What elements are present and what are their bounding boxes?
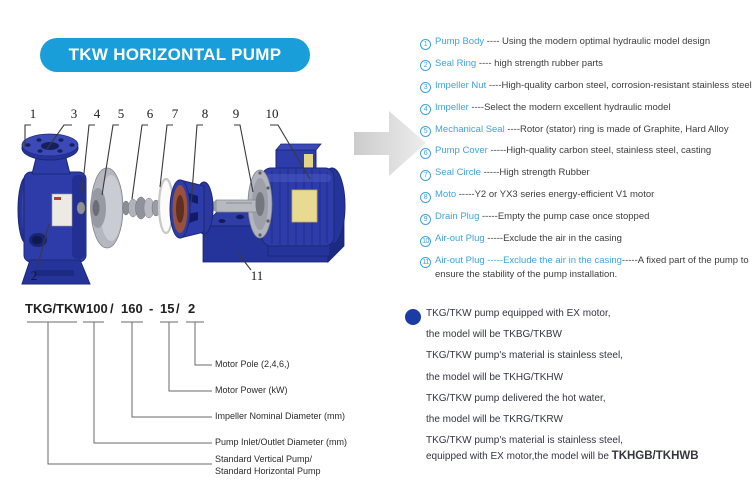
model-code-slash2: /: [176, 301, 180, 316]
part-number-5: 5: [117, 106, 125, 121]
note-line: TKG/TKW pump delivered the hot water,: [426, 392, 606, 404]
part-description: ---- Using the modern optimal hydraulic model design: [484, 36, 711, 47]
list-item: [420, 35, 754, 50]
label-motor-pole: Motor Pole (2,4,6,): [215, 359, 290, 369]
part-name: Drain Plug: [435, 211, 480, 223]
list-item: [420, 123, 754, 138]
part-description: -----High strength Rubber: [480, 167, 590, 179]
part-number-7: 7: [171, 106, 179, 121]
model-code-dash: -: [149, 301, 154, 316]
model-code-brand: TKG/TKW: [25, 301, 86, 316]
note-line: the model will be TKBG/TKBW: [426, 329, 562, 341]
part-name: Pump Body: [435, 36, 485, 47]
label-pump-type-line2: Standard Horizontal Pump: [215, 466, 321, 476]
title-banner: [40, 38, 310, 72]
part-number-badge: 9: [420, 214, 431, 225]
label-pump-type: [215, 453, 321, 477]
model-variant-notes: [426, 307, 750, 471]
part-number-badge: 3: [420, 82, 431, 93]
part-name: Impeller: [435, 101, 469, 113]
list-item: [420, 254, 754, 282]
part-name: Impeller Nut: [435, 79, 487, 91]
note-line: TKG/TKW pump equipped with EX motor,: [426, 308, 611, 319]
parts-list: [420, 35, 754, 289]
part-number-badge: 6: [420, 148, 431, 159]
part-number-badge: 10: [420, 236, 431, 247]
exploded-pump-diagram: [10, 100, 430, 300]
list-item: [420, 166, 754, 181]
model-code-impeller: 160: [121, 301, 143, 316]
list-item: [420, 210, 754, 225]
note-line: the model will be TKHG/TKHW: [426, 371, 564, 383]
part-number-badge: 5: [420, 126, 431, 137]
label-pump-type-line1: Standard Vertical Pump/: [215, 454, 313, 464]
bullet-icon: [405, 309, 421, 325]
part-description: ---- high strength rubber parts: [476, 57, 603, 69]
part-number-6: 6: [146, 106, 154, 121]
list-item: [420, 79, 754, 94]
part-name: Mechanical Seal: [435, 123, 505, 135]
list-item: [420, 57, 754, 72]
impeller: [90, 168, 123, 248]
list-item: [420, 232, 754, 247]
part-number-1: 1: [29, 106, 37, 121]
part-number-2: 2: [30, 268, 38, 283]
part-number-11: 11: [250, 268, 264, 283]
part-name: Seal Ring: [435, 57, 477, 69]
part-number-badge: 11: [420, 257, 431, 268]
label-inlet-outlet-diameter: Pump Inlet/Outlet Diameter (mm): [215, 437, 348, 447]
motor-nameplate: [292, 190, 317, 222]
list-item: [420, 144, 754, 159]
model-code-pole: 2: [188, 301, 196, 316]
part-number-badge: 4: [420, 104, 431, 115]
part-number-badge: 7: [420, 170, 431, 181]
part-name: Moto: [435, 189, 457, 201]
right-arrow-icon: [354, 111, 426, 176]
part-number-8: 8: [201, 106, 209, 121]
note-line8-prefix: equipped with EX motor,the model will be: [426, 451, 612, 463]
part-number-3: 3: [70, 106, 78, 121]
part-number-10: 10: [265, 106, 279, 121]
list-item: [420, 101, 754, 116]
label-impeller-diameter: Impeller Nominal Diameter (mm): [215, 411, 346, 421]
part-description: ----Select the modern excellent hydraulic model: [468, 101, 671, 113]
part-name: Air-out Plug: [435, 254, 485, 266]
part-name: Pump Cover: [435, 145, 488, 157]
part-description: ----Rotor (stator) ring is made of Graphite, Hard Alloy: [504, 123, 729, 135]
model-code-power: 15: [160, 301, 175, 316]
model-code-slash: /: [110, 301, 114, 316]
part-description-highlight: -----Exclude the air in the casing: [484, 254, 622, 266]
part-description: -----Empty the pump case once stopped: [479, 211, 650, 223]
part-description: -----Exclude the air in the casing: [484, 233, 622, 245]
part-description: -----A fixed part of the pump to ensure the stability of the pump installation.: [435, 254, 749, 281]
note-line8-model: TKHGB/TKHWB: [611, 450, 699, 463]
part-name: Air-out Plug: [435, 233, 485, 245]
model-code-inlet: 100: [86, 301, 108, 316]
page-title: TKW HORIZONTAL PUMP: [68, 45, 282, 64]
note-line: [426, 450, 750, 463]
list-item: [420, 188, 754, 203]
part-number-badge: 2: [420, 60, 431, 71]
impeller-nut: [77, 202, 85, 214]
part-name: Seal Circle: [435, 167, 481, 179]
mechanical-seal-parts: [122, 197, 160, 219]
pump-cover: [170, 180, 213, 238]
part-description: ----High-quality carbon steel, corrosion-resistant stainless steel: [486, 79, 752, 91]
part-number-4: 4: [93, 106, 101, 121]
part-description: -----Y2 or YX3 series energy-efficient V1 motor: [456, 189, 655, 201]
note-line: TKG/TKW pump's material is stainless steel,: [426, 350, 623, 362]
note-line: TKG/TKW pump's material is stainless steel,: [426, 435, 623, 447]
part-number-badge: 8: [420, 192, 431, 203]
part-description: -----High-quality carbon steel, stainless steel, casting: [487, 145, 712, 157]
note-line: the model will be TKRG/TKRW: [426, 413, 563, 425]
label-motor-power: Motor Power (kW): [215, 385, 288, 395]
part-number-badge: 1: [420, 39, 431, 50]
part-number-9: 9: [232, 106, 240, 121]
